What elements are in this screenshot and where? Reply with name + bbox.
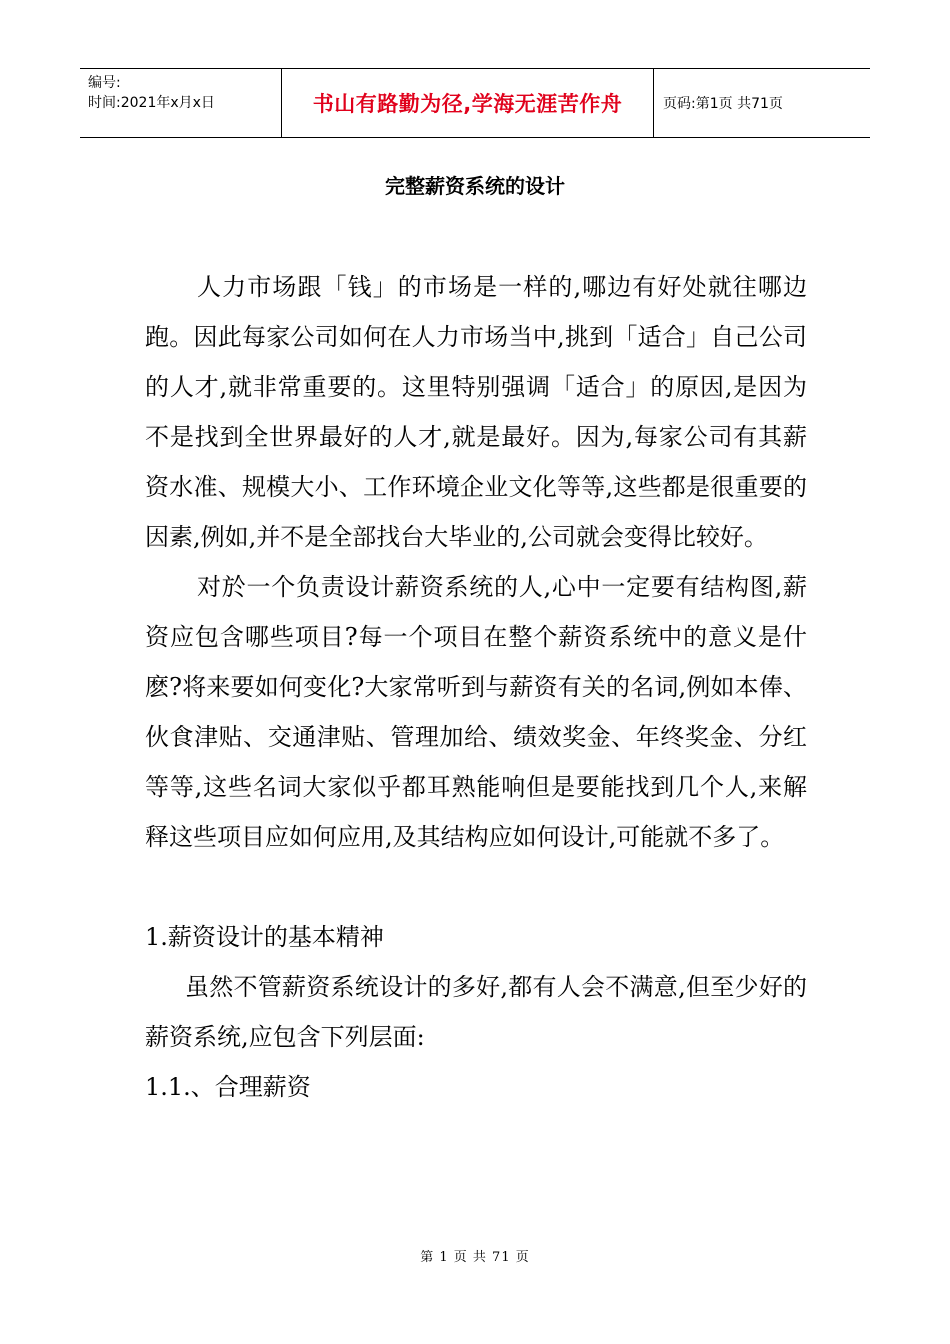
document-body [145, 262, 807, 1112]
header-motto: 书山有路勤为径,学海无涯苦作舟 [281, 69, 654, 137]
header-table [80, 68, 870, 138]
number-label: 编号: [88, 75, 121, 91]
time-label: 时间:2021年x月x日 [88, 95, 215, 111]
spacer [145, 862, 807, 912]
subsection-heading: 1.1.、合理薪资 [145, 1073, 311, 1101]
section-heading: 1.薪资设计的基本精神 [145, 923, 384, 951]
document-title: 完整薪资系统的设计 [385, 174, 565, 198]
section-paragraph: 虽然不管薪资系统设计的多好,都有人会不满意,但至少好的薪资系统,应包含下列层面: [145, 973, 807, 1051]
header-page-info: 页码:第1页 共71页 [663, 96, 783, 112]
header-meta [80, 69, 281, 137]
paragraph-1: 人力市场跟「钱」的市场是一样的,哪边有好处就往哪边跑。因此每家公司如何在人力市场当中,挑到「适合」自己公司的人才,就非常重要的。这里特别强调「适合」的原因,是因为不是找到全世界最好的人才,就是最好。因为,每家公司有其薪资水准、规模大小、工作环境企业文化等等,这些都是很重要的因素,例如,并不是全部找台大毕业的,公司就会变得比较好。 [145, 273, 807, 551]
page-footer: 第 1 页 共 71 页 [420, 1250, 530, 1265]
paragraph-2: 对於一个负责设计薪资系统的人,心中一定要有结构图,薪资应包含哪些项目?每一个项目在整个薪资系统中的意义是什麽?将来要如何变化?大家常听到与薪资有关的名词,例如本俸、伙食津贴、交通津贴、管理加给、绩效奖金、年终奖金、分红等等,这些名词大家似乎都耳熟能响但是要能找到几个人,来解释这些项目应如何应用,及其结构应如何设计,可能就不多了。 [145, 573, 807, 851]
